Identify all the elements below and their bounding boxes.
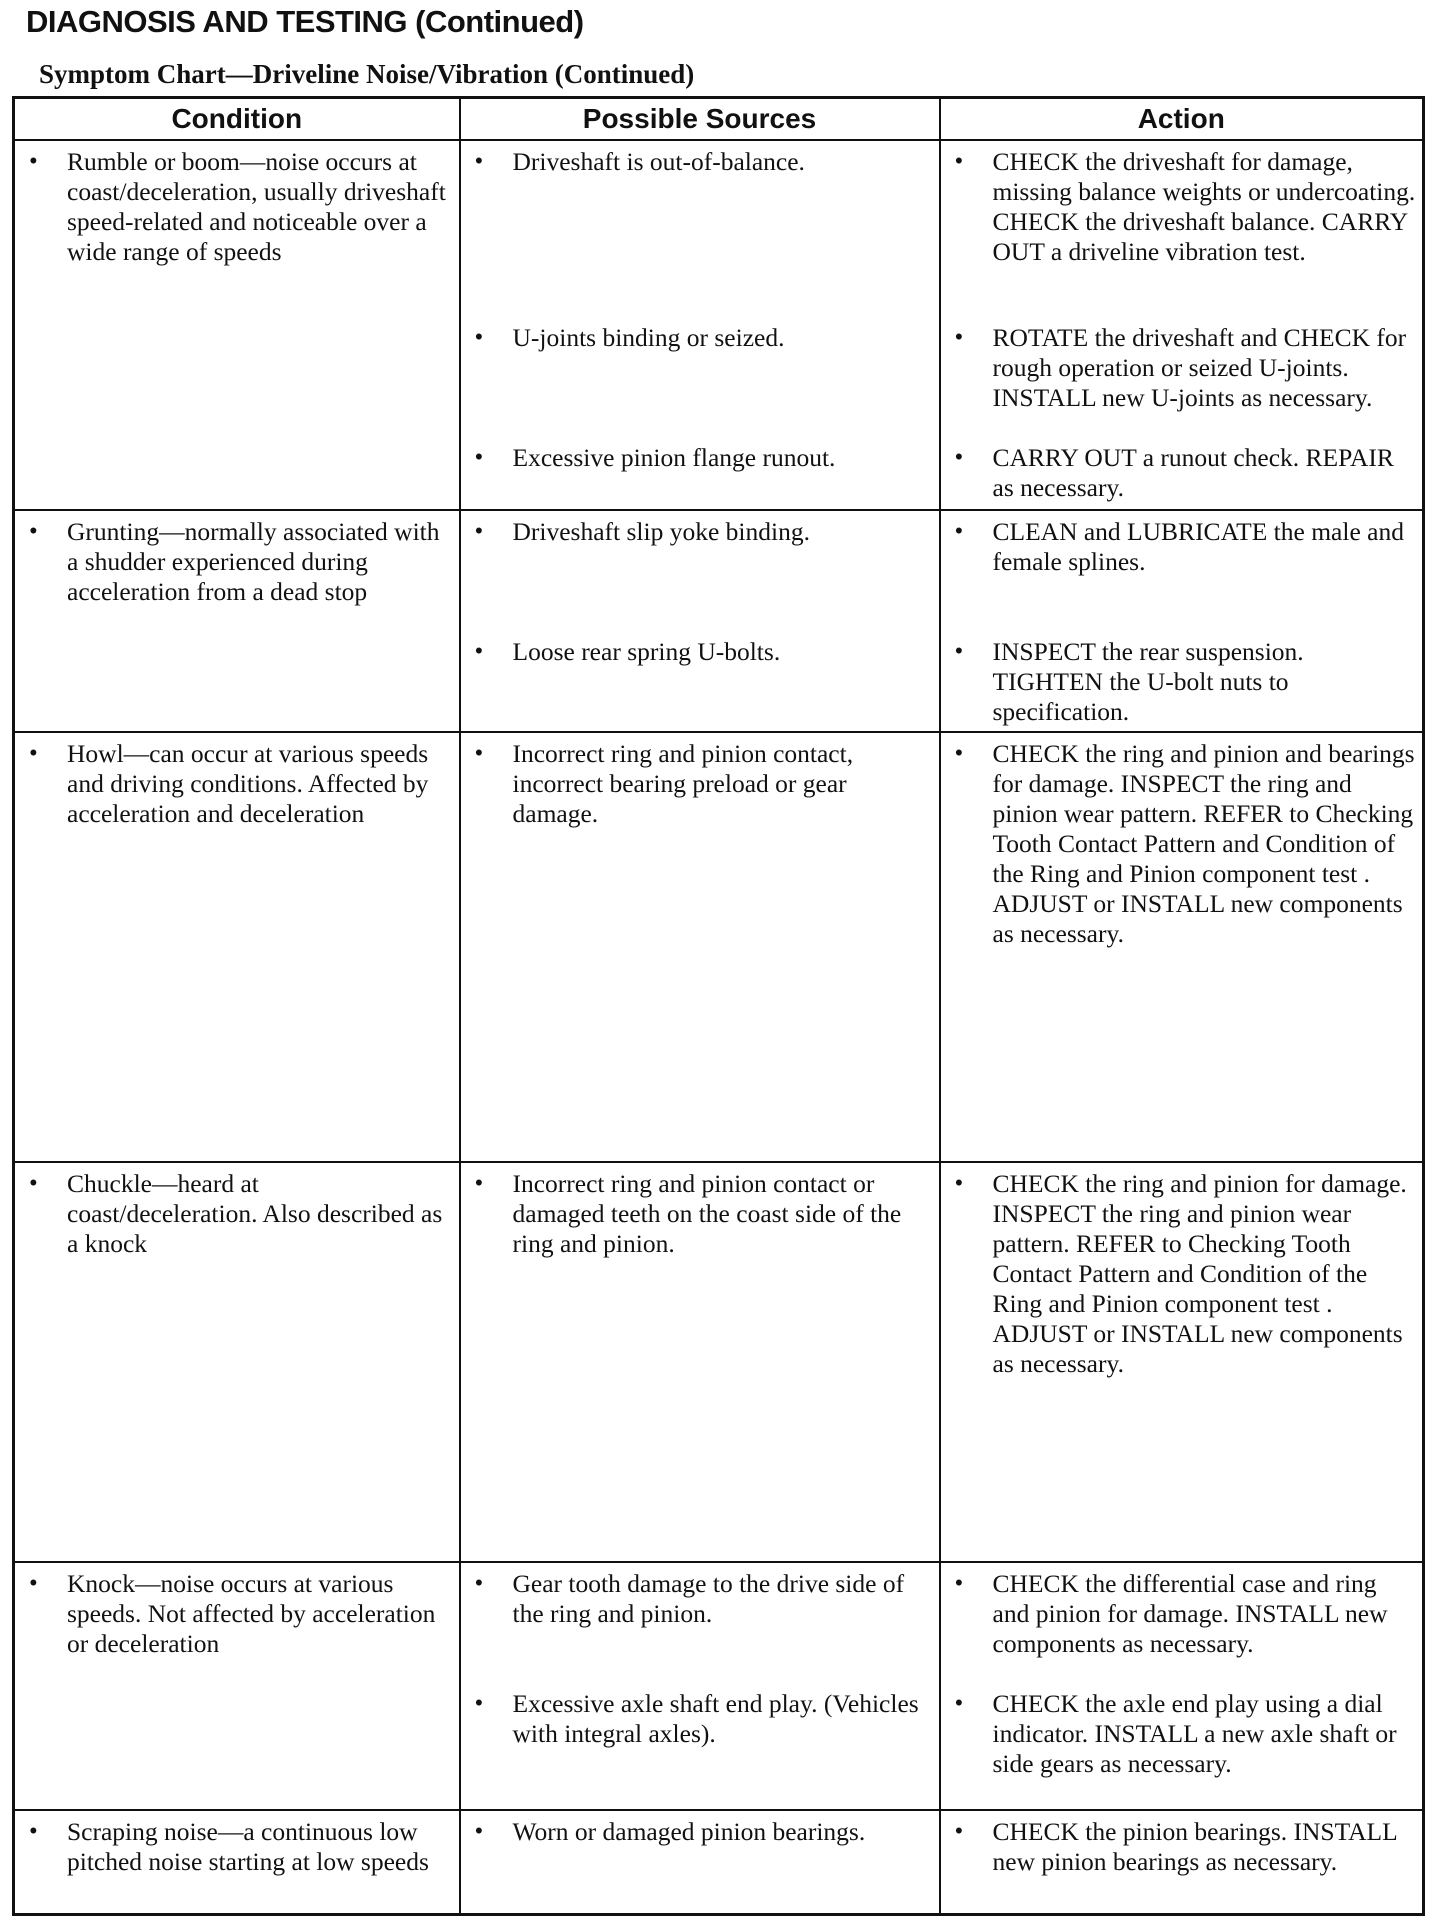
action-text: CHECK the pinion bearings. INSTALL new pinion bearings as necessary. [992,1817,1397,1876]
bullet-icon: • [954,638,964,665]
bullet-icon: • [954,1818,964,1845]
condition-cell [14,732,460,1162]
condition-cell [14,140,460,510]
source-text: Gear tooth damage to the drive side of the ring and pinion. [512,1569,905,1628]
action-text: CARRY OUT a runout check. REPAIR as necessary. [992,443,1394,502]
bullet-icon: • [954,1170,964,1197]
source-text: Incorrect ring and pinion contact or damaged teeth on the coast side of the ring and pinion. [512,1169,902,1258]
bullet-icon: • [474,1170,484,1197]
condition-cell [14,1162,460,1562]
bullet-icon: • [474,1570,484,1597]
action-cell [940,1162,1424,1562]
action-cell [940,732,1424,1162]
condition-cell [14,510,460,732]
action-text: INSPECT the rear suspension. TIGHTEN the U-bolt nuts to specification. [992,637,1304,726]
condition-cell [14,1562,460,1810]
bullet-icon: • [474,638,484,665]
document-page [26,0,1436,94]
condition-cell [14,1810,460,1914]
bullet-icon: • [29,518,38,545]
action-text: ROTATE the driveshaft and CHECK for rough operation or seized U-joints. INSTALL new U-joints as necessary. [992,323,1407,412]
action-text: CHECK the ring and pinion for damage. INSPECT the ring and pinion wear pattern. REFER to Checking Tooth Contact Pattern and Condition of the Ring and Pinion component test . ADJUST or INSTALL new components as necessary. [992,1169,1407,1378]
bullet-icon: • [474,324,484,351]
condition-text: Scraping noise—a continuous low pitched noise starting at low speeds [67,1817,429,1876]
bullet-icon: • [954,1570,964,1597]
source-text: Driveshaft is out-of-balance. [512,147,805,176]
source-cell [460,140,940,510]
action-text: CLEAN and LUBRICATE the male and female splines. [992,517,1404,576]
source-cell [460,510,940,732]
source-cell [460,1810,940,1914]
source-text: Driveshaft slip yoke binding. [512,517,810,546]
source-text: Excessive axle shaft end play. (Vehicles with integral axles). [512,1689,919,1748]
table-row [14,732,1424,1162]
source-text: U-joints binding or seized. [512,323,785,352]
action-cell [940,140,1424,510]
source-text: Excessive pinion flange runout. [512,443,836,472]
bullet-icon: • [29,1170,38,1197]
bullet-icon: • [954,444,964,471]
table-row [14,1562,1424,1810]
bullet-icon: • [954,148,964,175]
column-header-condition: Condition [14,98,460,141]
bullet-icon: • [474,444,484,471]
action-text: CHECK the driveshaft for damage, missing balance weights or undercoating. CHECK the driveshaft balance. CARRY OUT a driveline vibration test. [992,147,1416,266]
table-row [14,1810,1424,1914]
source-text: Worn or damaged pinion bearings. [512,1817,866,1846]
action-text: CHECK the ring and pinion and bearings for damage. INSPECT the ring and pinion wear pattern. REFER to Checking Tooth Contact Pattern and Condition of the Ring and Pinion component test . ADJUST or INSTALL new components as necessary. [992,739,1415,948]
bullet-icon: • [29,1818,38,1845]
chart-subtitle: Symptom Chart—Driveline Noise/Vibration (Continued) [39,59,695,89]
bullet-icon: • [29,740,38,767]
bullet-icon: • [954,518,964,545]
bullet-icon: • [29,1570,38,1597]
action-text: CHECK the differential case and ring and pinion for damage. INSTALL new components as necessary. [992,1569,1388,1658]
bullet-icon: • [29,148,38,175]
bullet-icon: • [474,148,484,175]
source-text: Incorrect ring and pinion contact, incorrect bearing preload or gear damage. [512,739,854,828]
page-title: DIAGNOSIS AND TESTING (Continued) [26,4,584,39]
condition-text: Grunting—normally associated with a shudder experienced during acceleration from a dead stop [67,517,440,606]
source-cell [460,1162,940,1562]
table-row [14,510,1424,732]
column-header-action: Action [940,98,1424,141]
source-cell [460,732,940,1162]
bullet-icon: • [954,324,964,351]
source-cell [460,1562,940,1810]
symptom-chart-table [12,96,1425,1916]
action-cell [940,1810,1424,1914]
bullet-icon: • [954,740,964,767]
bullet-icon: • [474,1690,484,1717]
condition-text: Knock—noise occurs at various speeds. Not affected by acceleration or deceleration [67,1569,436,1658]
table-header-row [14,98,1424,141]
bullet-icon: • [474,740,484,767]
action-text: CHECK the axle end play using a dial indicator. INSTALL a new axle shaft or side gears as necessary. [992,1689,1397,1778]
source-text: Loose rear spring U-bolts. [512,637,781,666]
condition-text: Rumble or boom—noise occurs at coast/deceleration, usually driveshaft speed-related and noticeable over a wide range of speeds [67,147,446,266]
action-cell [940,1562,1424,1810]
bullet-icon: • [474,518,484,545]
bullet-icon: • [474,1818,484,1845]
table-row [14,140,1424,510]
action-cell [940,510,1424,732]
condition-text: Chuckle—heard at coast/deceleration. Also described as a knock [67,1169,443,1258]
condition-text: Howl—can occur at various speeds and driving conditions. Affected by acceleration and deceleration [67,739,429,828]
table-row [14,1162,1424,1562]
bullet-icon: • [954,1690,964,1717]
column-header-possible-sources: Possible Sources [460,98,940,141]
